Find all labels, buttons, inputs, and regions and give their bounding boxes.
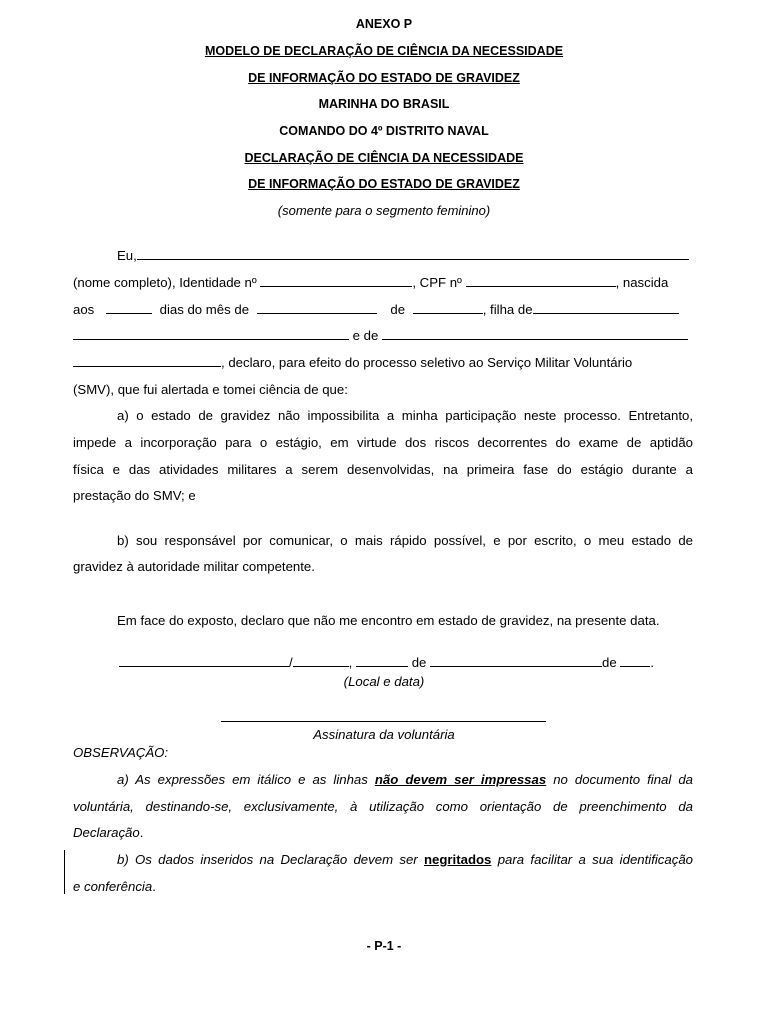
form-line-5 [73,349,693,376]
aos-label: aos [73,302,95,317]
item-a-line4: prestação do SMV; e [73,488,196,503]
comma: , [348,655,353,670]
item-b-line2: gravidez à autoridade militar competente. [73,559,315,574]
year-blank [620,653,650,667]
org-command: COMANDO DO 4º DISTRITO NAVAL [279,124,489,138]
cpf-blank [466,273,616,287]
de-label-2: de [602,655,617,670]
form-line-3 [73,296,693,323]
page-number: - P-1 - [366,939,402,953]
cpf-label: , CPF nº [412,275,462,290]
de-label: de [390,302,406,317]
form-line-1 [73,242,693,269]
nascida-label: , nascida [615,275,669,290]
declaration-title-line1: DECLARAÇÃO DE CIÊNCIA DA NECESSIDADE [244,151,524,165]
obs-a-period: . [139,825,144,840]
period: . [650,655,655,670]
day-blank [356,653,408,667]
item-b-line1: b) sou responsável por comunicar, o mais rápido possível, e por escrito, o meu estado de [117,533,693,548]
local-blank [119,653,289,667]
obs-a-text-end: no documento final da [546,772,693,787]
observation-a-line2: voluntária, destinando-se, exclusivamente, à utilização como orientação de preenchimento da [73,799,693,814]
annex-title: ANEXO P [355,17,413,31]
declaration-title-line2: DE INFORMAÇÃO DO ESTADO DE GRAVIDEZ [248,177,520,191]
obs-a-word: Declaração [73,825,140,840]
change-bar [64,850,65,894]
form-line-2 [73,269,693,296]
item-a-line3: física e das atividades militares a serem desenvolvidas, na primeira fase do estágio durante a [73,462,693,477]
observation-a-line3 [73,819,693,846]
de-label-1: de [411,655,427,670]
closing-statement: Em face do exposto, declaro que não me encontro em estado de gravidez, na presente data. [117,613,660,628]
slash: / [289,655,293,670]
mae-blank-cont [73,353,221,367]
local-data-caption: (Local e data) [343,674,425,689]
obs-b-emphasis: negritados [423,852,492,867]
obs-a-emphasis: não devem ser impressas [374,772,547,787]
mae-blank [382,326,688,340]
date-line [73,649,693,676]
form-line-6: (SMV), que fui alertada e tomei ciência de que: [73,382,348,397]
model-title-line2: DE INFORMAÇÃO DO ESTADO DE GRAVIDEZ [248,71,520,85]
state-blank [293,653,349,667]
ano-blank [413,300,483,314]
obs-b-period: . [152,879,156,894]
subtitle: (somente para o segmento feminino) [277,203,491,218]
obs-b-text: b) Os dados inseridos na Declaração devem ser [117,852,424,867]
org-name: MARINHA DO BRASIL [318,97,450,111]
e-de-label: e de [352,328,379,343]
declaro-text: , declaro, para efeito do processo seletivo ao Serviço Militar Voluntário [221,355,633,370]
pai-blank [73,326,349,340]
signature-line [221,721,546,722]
observation-b-line1 [73,846,693,873]
item-a-line2: impede a incorporação para o estágio, em virtude dos riscos decorrentes do exame de aptidão [73,435,693,450]
month-blank [430,653,602,667]
mes-blank [257,300,377,314]
name-blank [137,246,689,260]
obs-b-text-end: para facilitar a sua identificação [491,852,693,867]
dias-label: dias do mês de [159,302,250,317]
item-a-line1: a) o estado de gravidez não impossibilita a minha participação neste processo. Entretanto, [117,408,693,423]
nome-label: (nome completo), Identidade nº [73,275,257,290]
identidade-blank [260,273,412,287]
observation-title: OBSERVAÇÃO: [73,745,169,760]
form-line-4 [73,322,693,349]
model-title-line1: MODELO DE DECLARAÇÃO DE CIÊNCIA DA NECESSIDADE [204,44,564,58]
signature-caption: Assinatura da voluntária [313,727,455,742]
dias-blank [106,300,152,314]
filha-blank [533,300,679,314]
obs-b-word: e conferência [73,879,153,894]
filha-label: , filha de [482,302,533,317]
observation-a-line1 [73,766,693,793]
obs-a-text: a) As expressões em itálico e as linhas [117,772,375,787]
eu-label: Eu, [117,248,137,263]
observation-b-line2 [73,873,693,900]
